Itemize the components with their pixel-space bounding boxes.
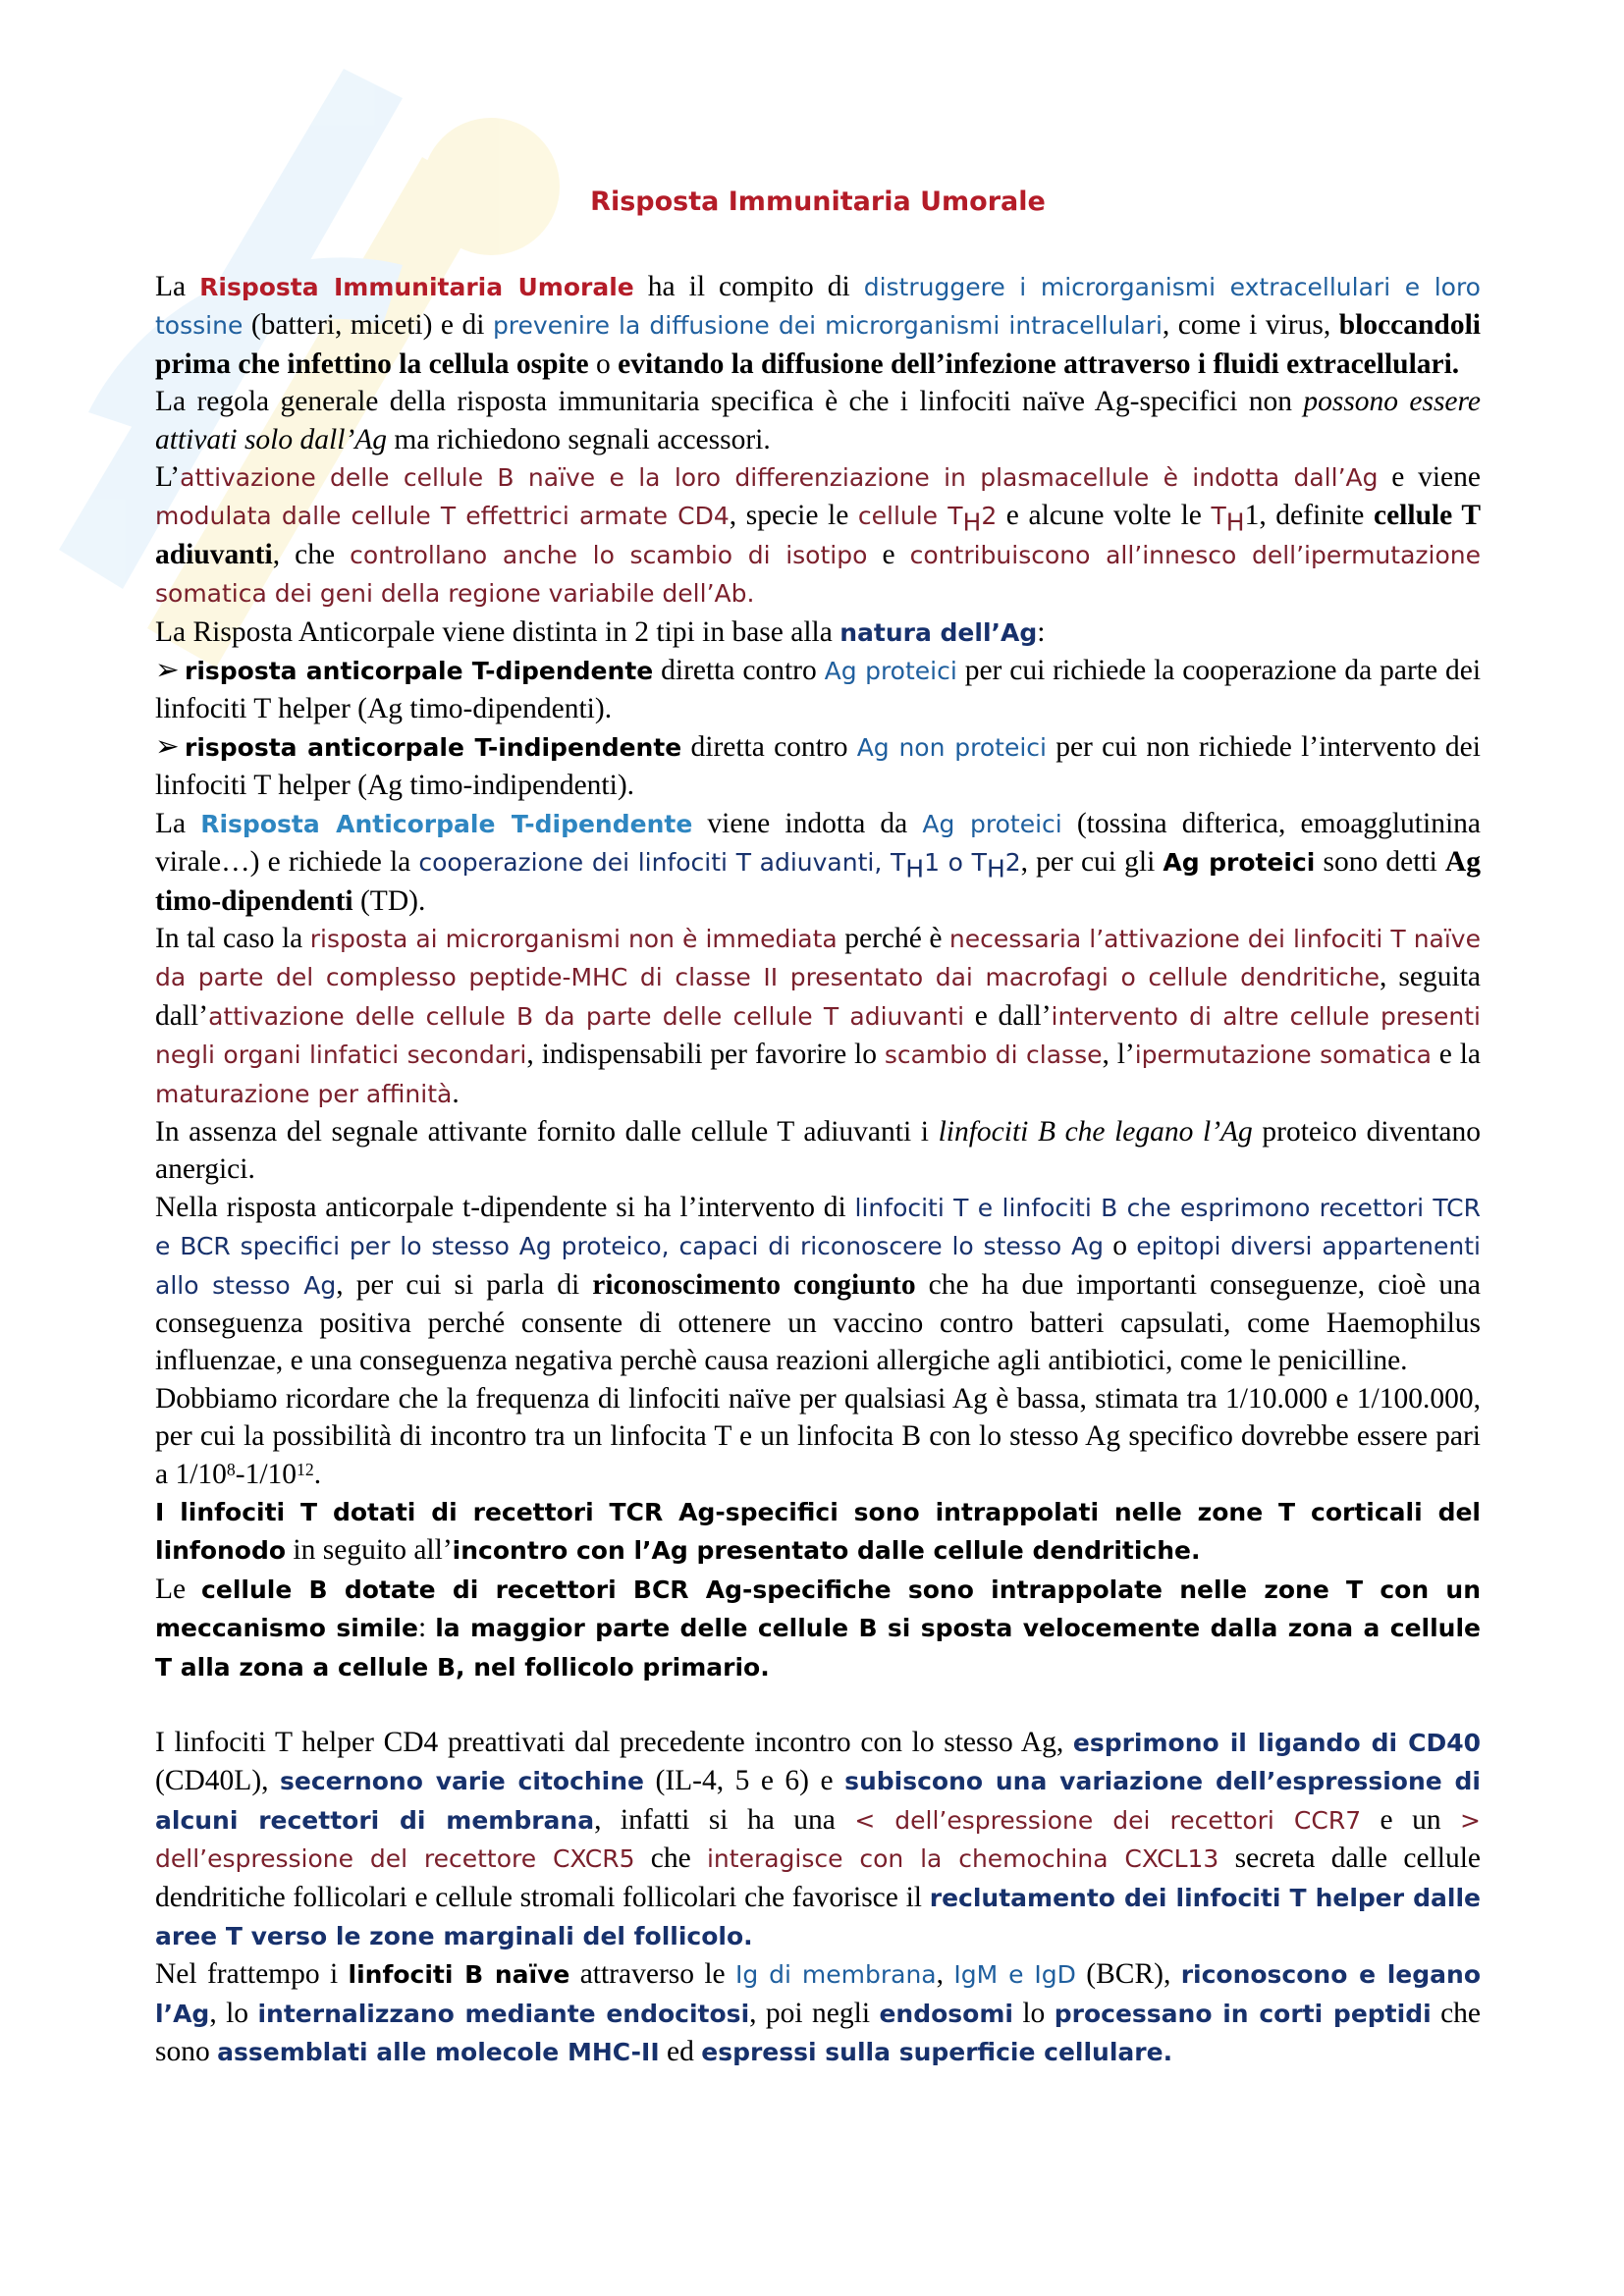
paragraph-joint-recognition: Nella risposta anticorpale t-dipendente si ha l’intervento di linfociti T e linfociti B che esprimono recettori TCR e BCR specifici per lo stesso Ag proteico, capaci di riconoscere lo stesso Ag o epitopi diversi appartenenti allo stesso Ag, per cui si parla di riconoscimento congiunto che ha due importanti conseguenze, cioè una conseguenza positiva perché consente di ottenere un vaccino contro batteri capsulati, come Haemophilus influenzae, e una conseguenza negativa perchè causa reazioni allergiche agli antibiotici, come le penicilline. <box>155 1191 1482 1377</box>
bullet-t-dependent: ➢ risposta anticorpale T-dipendente diretta contro Ag proteici per cui richiede la cooperazione da parte dei linfociti T helper (Ag timo-dipendenti). <box>155 652 1481 728</box>
paragraph-t-trapped: I linfociti T dotati di recettori TCR Ag-specifici sono intrappolati nelle zone T corticali del linfonodo in seguito all’incontro con l’Ag presentato dalle cellule dendritiche. <box>155 1498 1481 1567</box>
paragraph-b-activation: L’attivazione delle cellule B naïve e la loro differenziazione in plasmacellule è indotta dall’Ag e viene modulata dalle cellule T effettrici armate CD4, specie le cellule $T_H2$ e alcune volte le $T_H1$, definite cellule T adiuvanti, che controllano anche lo scambio di isotipo e contribuiscono all’innesco dell’ipermutazione somatica dei geni della regione variabile dell’Ab. <box>155 461 1482 609</box>
paragraph-t-helper: I linfociti T helper CD4 preattivati dal precedente incontro con lo stesso Ag, esprimono il ligando di CD40 (CD40L), secernono varie citochine (IL-4, 5 e 6) e subiscono una variazione dell’espressione di alcuni recettori di membrana, infatti si ha una < dell’espressione dei recettori CCR7 e un > dell’espressione del recettore CXCR5 che interagisce con la chemochina CXCL13 secreta dalle cellule dendritiche follicolari e cellule stromali follicolari che favorisce il reclutamento dei linfociti T helper dalle aree T verso le zone marginali del follicolo. <box>155 1727 1481 1951</box>
page-title: Risposta Immunitaria Umorale <box>590 187 1046 217</box>
paragraph-frequency: Dobbiamo ricordare che la frequenza di linfociti naïve per qualsiasi Ag è bassa, stimata tra 1/10.000 e 1/100.000, per cui la possibilità di incontro tra un linfocita T e un linfocita B con lo stesso Ag specifico dovrebbe essere pari a $1/10^8-1/10^{12}$. <box>155 1382 1481 1490</box>
paragraph-general-rule: La regola generale della risposta immunitaria specifica è che i linfociti naïve Ag-specifici non possono essere attivati solo dall’Ag ma richiedono segnali accessori. <box>155 386 1482 455</box>
bullet-t-independent: ➢ risposta anticorpale T-indipendente diretta contro Ag non proteici per cui non richiede l’intervento dei linfociti T helper (Ag timo-indipendenti). <box>155 728 1481 805</box>
paragraph-t-dependent-response: La Risposta Anticorpale T-dipendente viene indotta da Ag proteici (tossina difterica, emoagglutinina virale…) e richiede la cooperazione dei linfociti T adiuvanti, $T_H1$ o $T_H2$, per cui gli Ag proteici sono detti Ag timo-dipendenti (TD). <box>155 807 1481 917</box>
document-page <box>155 187 1481 2072</box>
bullet-arrow-icon: ➢ <box>155 655 180 687</box>
bullet-arrow-icon: ➢ <box>155 730 180 763</box>
paragraph-types: La Risposta Anticorpale viene distinta in 2 tipi in base alla natura dell’Ag: <box>155 615 1046 648</box>
paragraph-intro: La Risposta Immunitaria Umorale ha il compito di distruggere i microrganismi extracellulari e loro tossine (batteri, miceti) e di prevenire la diffusione dei microrganismi intracellulari, come i virus, bloccandoli prima che infettino la cellula ospite o evitando la diffusione dell’infezione attraverso i fluidi extracellulari. <box>155 271 1481 380</box>
paragraph-anergy: In assenza del segnale attivante fornito dalle cellule T adiuvanti i linfociti B che legano l’Ag proteico diventano anergici. <box>155 1115 1481 1186</box>
paragraph-b-trapped: Le cellule B dotate di recettori BCR Ag-specifiche sono intrappolate nelle zone T con un meccanismo simile: la maggior parte delle cellule B si sposta velocemente dalla zona a cellule T alla zona a cellule B, nel follicolo primario. <box>155 1573 1481 1682</box>
paragraph-delayed-response: In tal caso la risposta ai microrganismi non è immediata perché è necessaria l’attivazione dei linfociti T naïve da parte del complesso peptide-MHC di classe II presentato dai macrofagi o cellule dendritiche, seguita dall’attivazione delle cellule B da parte delle cellule T adiuvanti e dall’intervento di altre cellule presenti negli organi linfatici secondari, indispensabili per favorire lo scambio di classe, l’ipermutazione somatica e la maturazione per affinità. <box>155 922 1481 1109</box>
paragraph-b-naive: Nel frattempo i linfociti B naïve attraverso le Ig di membrana, IgM e IgD (BCR), riconoscono e legano l’Ag, lo internalizzano mediante endocitosi, poi negli endosomi lo processano in corti peptidi che sono assemblati alle molecole MHC-II ed espressi sulla superficie cellulare. <box>155 1958 1482 2068</box>
